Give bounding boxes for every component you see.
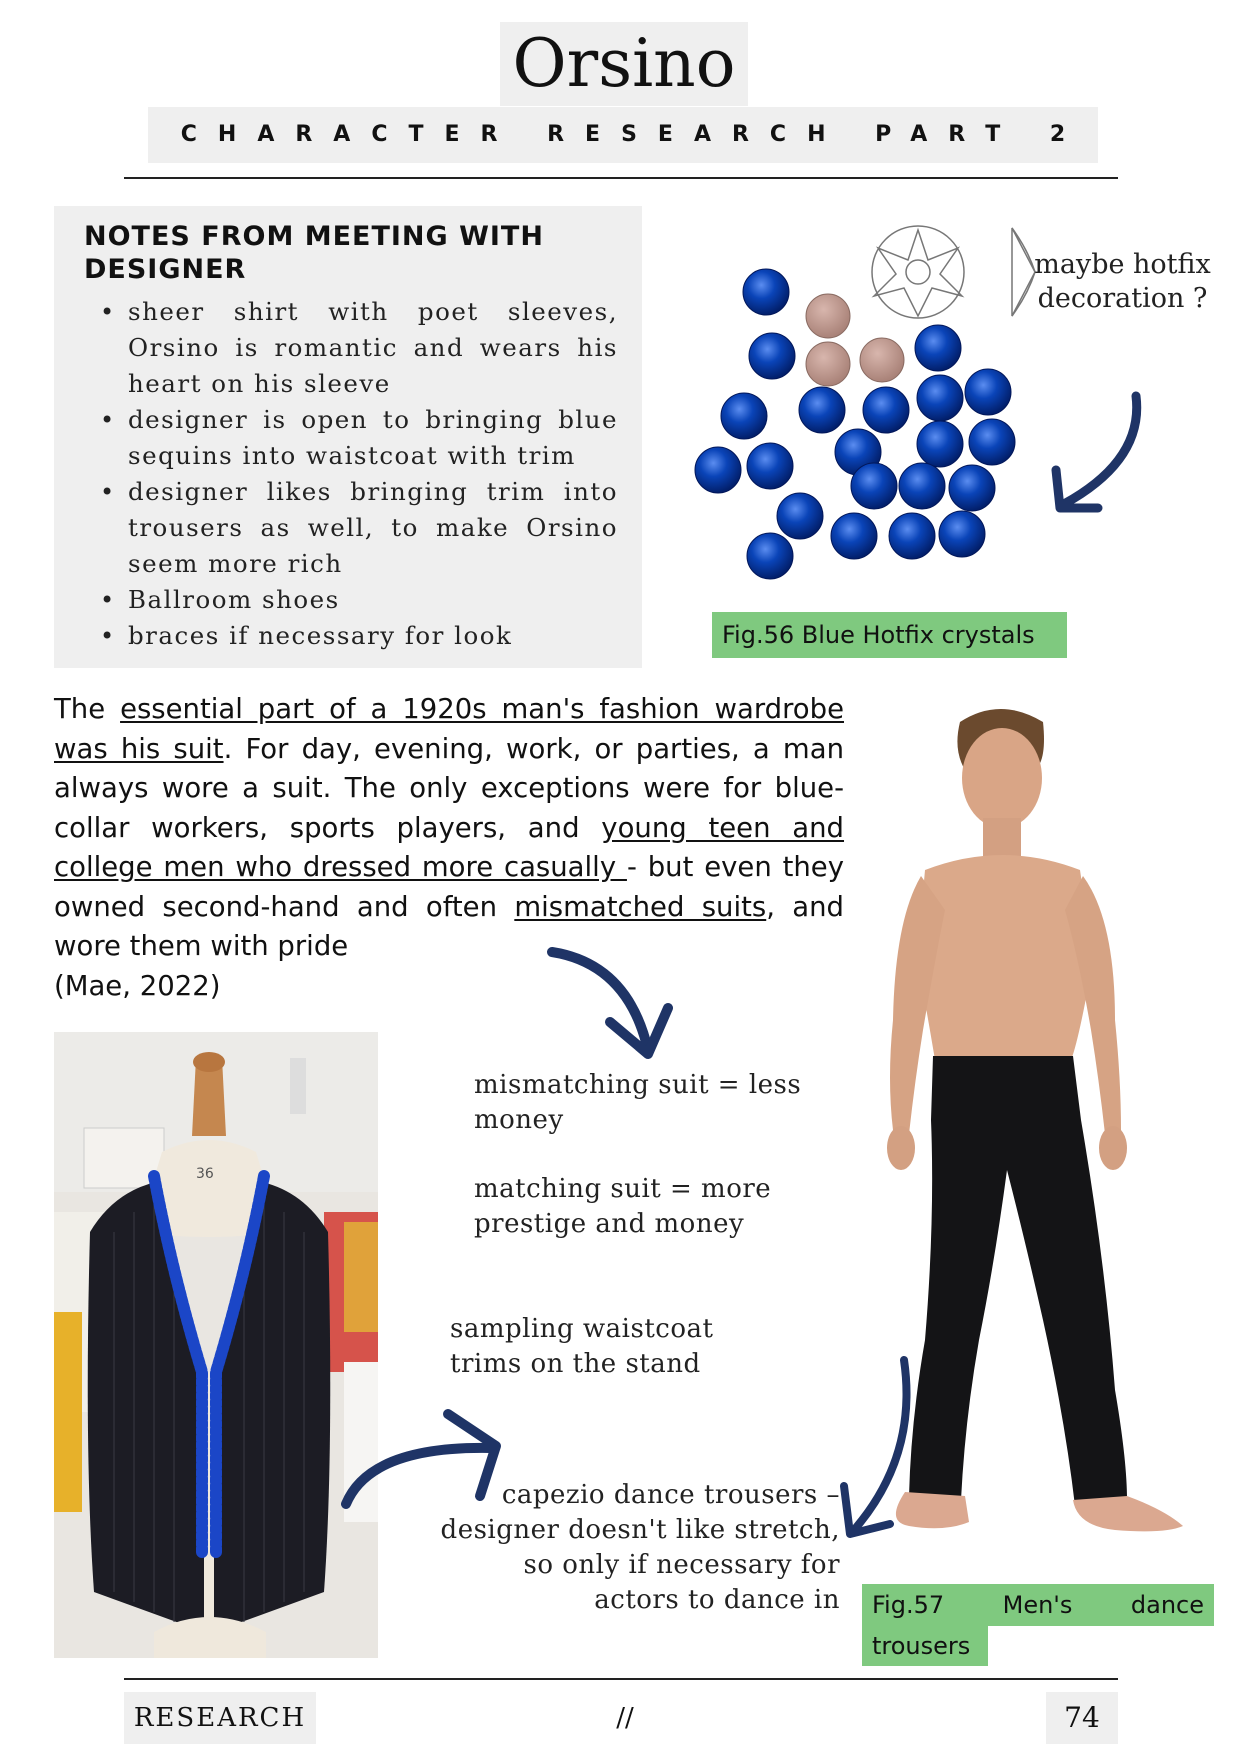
- mismatching-suit-note: mismatching suit = less money: [474, 1070, 802, 1135]
- fashion-paragraph: [54, 690, 844, 967]
- underlined-phrase: essential part of a 1920s man's fashion wardrobe was his suit: [54, 693, 844, 765]
- matching-suit-note: matching suit = more prestige and money: [474, 1174, 772, 1239]
- figure-caption-continued: trousers: [862, 1626, 988, 1666]
- notes-item: • sheer shirt with poet sleeves, Orsino is romantic and wears his heart on his sleeve: [96, 294, 618, 402]
- figure-caption: Fig.56 Blue Hotfix crystals: [712, 612, 1067, 658]
- waistcoat-sample-photo: [54, 1032, 378, 1658]
- footer-separator: //: [616, 1703, 634, 1733]
- notes-title: NOTES FROM MEETING WITH DESIGNER: [84, 221, 544, 285]
- page-title: Orsino: [512, 25, 736, 102]
- caption-word: Men's: [1002, 1591, 1073, 1619]
- curved-arrow-icon: [834, 1356, 924, 1546]
- hotfix-note: maybe hotfix decoration ?: [1034, 249, 1211, 314]
- paragraph-text: . For day, evening, work, or parties, a man always wore a suit. The only exceptions were for blue-collar workers, sports players, and: [54, 732, 845, 844]
- bottom-divider: [124, 1678, 1118, 1680]
- notes-item: • braces if necessary for look: [96, 618, 618, 654]
- notes-item: • designer likes bringing trim into trousers as well, to make Orsino seem more rich: [96, 474, 618, 582]
- underlined-phrase: young teen and college men who dressed more casually: [54, 811, 845, 883]
- blue-crystals: [695, 269, 1015, 579]
- notes-item: • Ballroom shoes: [96, 582, 618, 618]
- notes-item: • designer is open to bringing blue sequins into waistcoat with trim: [96, 402, 618, 474]
- crystal-diagram-icon: [872, 226, 1035, 318]
- footer-section: RESEARCH: [133, 1703, 307, 1733]
- paragraph-text: The: [54, 693, 121, 725]
- citation: (Mae, 2022): [54, 970, 221, 1002]
- paragraph-text: , and wore them with pride: [54, 890, 844, 962]
- capezio-note: capezio dance trousers – designer doesn't like stretch, so only if necessary for actors to dance in: [440, 1480, 840, 1615]
- sampling-note: sampling waistcoat trims on the stand: [450, 1314, 714, 1379]
- notes-list: [96, 294, 618, 654]
- hotfix-crystals-image: [690, 220, 1050, 590]
- caption-word: Fig.57: [872, 1591, 945, 1619]
- page-number: 74: [1064, 1701, 1100, 1734]
- figure-caption: [862, 1584, 1214, 1626]
- curved-arrow-icon: [1040, 390, 1170, 520]
- svg-text:36: 36: [196, 1166, 214, 1182]
- curved-arrow-icon: [548, 940, 678, 1070]
- caption-word: dance: [1130, 1591, 1204, 1619]
- top-divider: [124, 177, 1118, 179]
- underlined-phrase: mismatched suits: [514, 890, 767, 923]
- page-subtitle: CHARACTER RESEARCH PART 2: [180, 122, 1087, 147]
- paragraph-text: - but even they owned second-hand and often: [54, 851, 845, 923]
